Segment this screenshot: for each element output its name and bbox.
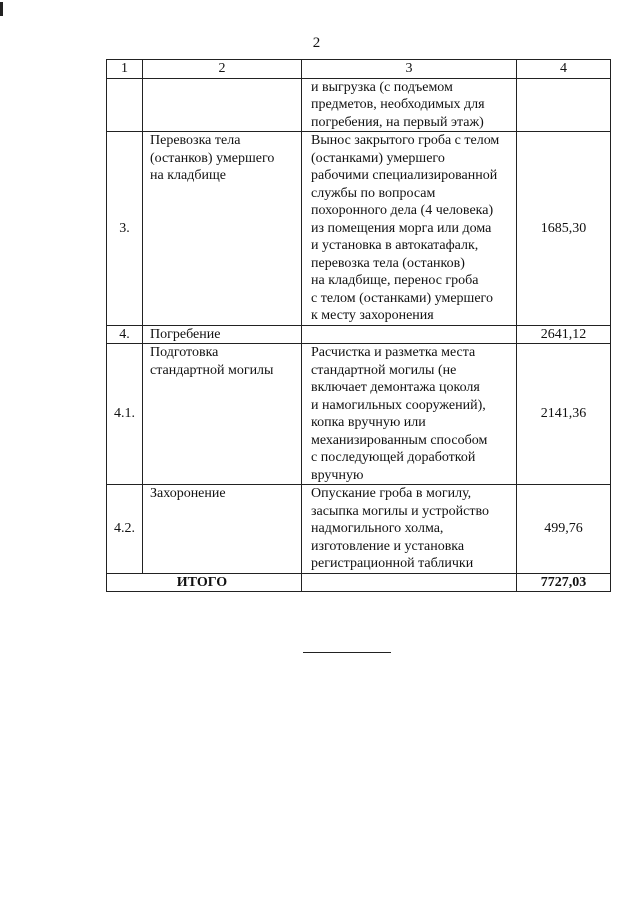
- row-description: и выгрузка (с подъемом предметов, необходимых для погребения, на первый этаж): [302, 78, 517, 132]
- total-empty-cell: [302, 573, 517, 592]
- table-row-4: [107, 325, 611, 344]
- table-row-continuation: [107, 78, 611, 132]
- table-header-row: [107, 60, 611, 79]
- row-value: 2641,12: [517, 325, 611, 344]
- row-name: Перевозка тела (останков) умершего на кладбище: [143, 132, 302, 326]
- table-row-4-1: [107, 344, 611, 485]
- row-name: [143, 78, 302, 132]
- total-label: ИТОГО: [107, 573, 302, 592]
- table-row-3: [107, 132, 611, 326]
- table-total-row: [107, 573, 611, 592]
- row-description: Расчистка и разметка места стандартной могилы (не включает демонтажа цоколя и намогильных сооружений), копка вручную или механизированным способом с последующей доработкой вручную: [302, 344, 517, 485]
- header-col-4: 4: [517, 60, 611, 79]
- cost-table: [106, 59, 611, 592]
- row-num: 4.1.: [107, 344, 143, 485]
- row-value: [517, 78, 611, 132]
- header-col-3: 3: [302, 60, 517, 79]
- total-value: 7727,03: [517, 573, 611, 592]
- row-description: [302, 325, 517, 344]
- row-value: 2141,36: [517, 344, 611, 485]
- row-name: Подготовка стандартной могилы: [143, 344, 302, 485]
- row-num: 4.: [107, 325, 143, 344]
- end-of-document-rule: [303, 652, 391, 653]
- row-name: Захоронение: [143, 485, 302, 574]
- scan-edge-mark: [0, 2, 3, 16]
- row-num: [107, 78, 143, 132]
- row-description: Опускание гроба в могилу, засыпка могилы и устройство надмогильного холма, изготовление и установка регистрационной таблички: [302, 485, 517, 574]
- page-number: 2: [312, 35, 321, 51]
- row-num: 3.: [107, 132, 143, 326]
- row-value: 1685,30: [517, 132, 611, 326]
- row-name: Погребение: [143, 325, 302, 344]
- header-col-1: 1: [107, 60, 143, 79]
- header-col-2: 2: [143, 60, 302, 79]
- table-row-4-2: [107, 485, 611, 574]
- row-description: Вынос закрытого гроба с телом (останками) умершего рабочими специализированной службы по вопросам похоронного дела (4 человека) из помещения морга или дома и установка в автокатафалк, перевозка тела (останков) на кладбище, перенос гроба с телом (останками) умершего к месту захоронения: [302, 132, 517, 326]
- row-num: 4.2.: [107, 485, 143, 574]
- row-value: 499,76: [517, 485, 611, 574]
